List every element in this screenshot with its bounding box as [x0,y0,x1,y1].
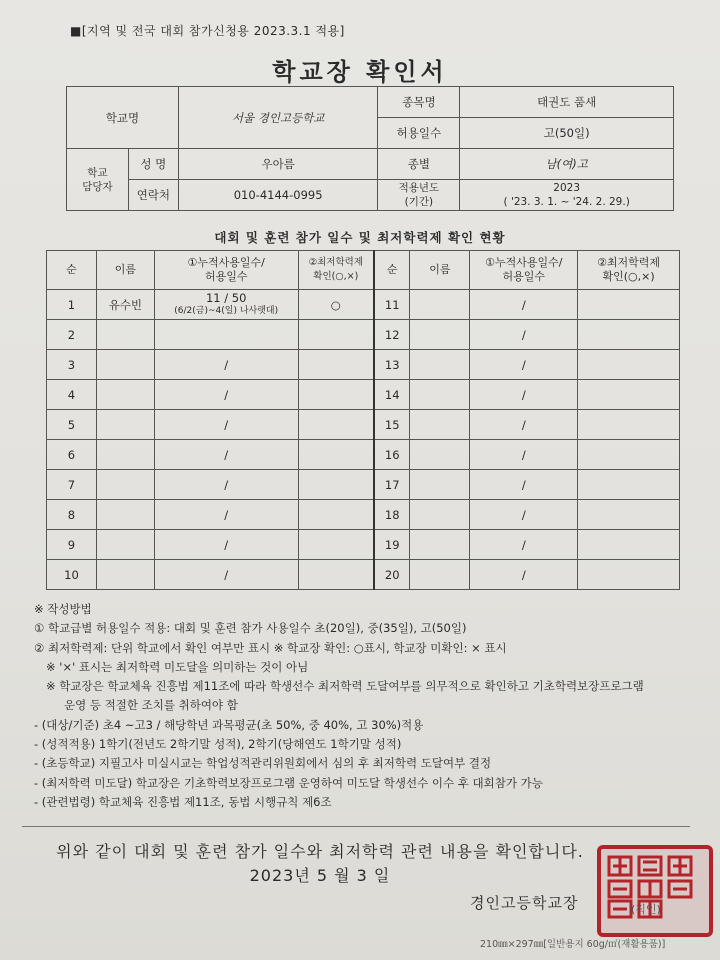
row-name: 유수빈 [96,290,154,320]
row-check [578,530,680,560]
row-name [410,440,470,470]
school-value: 서울 경인고등학교 [178,87,378,149]
row-name [410,530,470,560]
divider [22,826,690,827]
confirmation-statement [0,840,640,888]
allowed-days-value: 고(50일) [460,118,674,149]
row-no: 4 [47,380,97,410]
note-4b: 운영 등 적절한 조치를 취하여야 함 [64,698,238,713]
info-table [66,86,674,211]
row-name [96,500,154,530]
table-row [47,530,680,560]
table-row [47,470,680,500]
row-check: ○ [298,290,374,320]
year-value: 2023 [553,182,581,194]
document-title: 학교장 확인서 [272,58,448,86]
allowed-days-label: 허용일수 [378,118,460,149]
writing-instructions [34,600,644,812]
header-days: ①누적사용일수/ 허용일수 [154,251,298,290]
row-name [410,500,470,530]
header-name-2: 이름 [410,251,470,290]
table-row [47,320,680,350]
row-days: / [470,470,578,500]
row-name [96,350,154,380]
row-name [410,290,470,320]
school-label: 학교명 [67,87,179,149]
row-days: / [470,410,578,440]
row-no: 14 [374,380,410,410]
table-row [47,560,680,590]
row-check [578,320,680,350]
row-days: / [470,530,578,560]
row-no: 9 [47,530,97,560]
table-row [47,410,680,440]
row-name [96,410,154,440]
row-check [298,470,374,500]
row-name [96,560,154,590]
row-name [96,530,154,560]
row-name [410,350,470,380]
period-value: ( '23. 3. 1. ~ '24. 2. 29.) [503,196,630,208]
row-check [578,440,680,470]
contact-label: 연락처 [128,180,178,211]
row-days: / [154,500,298,530]
name-value: 우아름 [178,149,378,180]
row-days: / [470,560,578,590]
note-2: ② 최저학력제: 단위 학교에서 확인 여부만 표시 ※ 학교장 확인: ○표시, 학교장 미확인: × 표시 [34,640,507,655]
row-no: 10 [47,560,97,590]
event-value: 태권도 품새 [460,87,674,118]
row-days: / [154,560,298,590]
row-check [578,410,680,440]
header-days-2: ①누적사용일수/ 허용일수 [470,251,578,290]
header-check: ②최저학력제 확인(○,×) [298,251,374,290]
row-no: 6 [47,440,97,470]
row-no: 7 [47,470,97,500]
row-name [410,410,470,440]
row-days: / [154,410,298,440]
row-check [578,350,680,380]
official-seal [597,845,713,937]
row-days: / [154,380,298,410]
row-check [298,560,374,590]
table-row [47,440,680,470]
year-cell [460,180,674,211]
days-note: (6/2(금)~4(일) 나사랫대) [174,305,279,316]
table-row [47,380,680,410]
detail-3: - (초등학교) 지필고사 미실시교는 학업성적관리위원회에서 심의 후 최저학력 도달여부 결정 [34,756,492,771]
row-days [154,290,298,320]
detail-4: - (최저학력 미도달) 학교장은 기초학력보장프로그램 운영하여 미도달 학생선수 이수 후 대회참가 가능 [34,775,543,790]
row-days: / [470,320,578,350]
year-label: 적용년도 (기간) [378,180,460,211]
principal-signature: 경인고등학교장 [470,894,579,912]
row-days: / [470,500,578,530]
row-days: / [154,470,298,500]
row-check [578,290,680,320]
form-identifier: ■[지역 및 전국 대회 참가신청용 2023.3.1 적용] [70,24,345,38]
row-days: / [154,440,298,470]
seal-mark: (직인) [631,903,661,916]
header-check-2: ②최저학력제 확인(○,×) [578,251,680,290]
row-name [96,440,154,470]
row-days: / [470,440,578,470]
row-days: / [154,530,298,560]
row-check [298,440,374,470]
row-name [410,380,470,410]
header-name: 이름 [96,251,154,290]
participation-table [46,250,680,590]
row-no: 16 [374,440,410,470]
section-title: 대회 및 훈련 참가 일수 및 최저학력제 확인 현황 [214,230,506,245]
detail-1: - (대상/기준) 초4 ~고3 / 해당학년 과목평균(초 50%, 중 40%, 고 30%)적용 [34,717,424,732]
manager-label: 학교 담당자 [67,149,129,211]
event-label: 종목명 [378,87,460,118]
row-no: 8 [47,500,97,530]
row-no: 1 [47,290,97,320]
row-name [410,470,470,500]
note-3: ※ '×' 표시는 최저학력 미도달을 의미하는 것이 아님 [46,659,309,674]
row-check [578,380,680,410]
table-header-row [47,251,680,290]
row-name [96,320,154,350]
header-no: 순 [47,251,97,290]
gender-label: 종별 [378,149,460,180]
note-4a: ※ 학교장은 학교체육 진흥법 제11조에 따라 학생선수 최저학력 도달여부를 의무적으로 확인하고 기초학력보장프로그램 [46,679,644,694]
row-no: 15 [374,410,410,440]
row-days: / [154,350,298,380]
confirmation-date: 2023년 5 월 3 일 [249,866,391,885]
row-no: 2 [47,320,97,350]
row-name [410,560,470,590]
row-no: 18 [374,500,410,530]
note-1: ① 학교급별 허용일수 적용: 대회 및 훈련 참가 사용일수 초(20일), 중(35일), 고(50일) [34,621,467,636]
gender-value: 남(여)고 [460,149,674,180]
row-check [578,500,680,530]
row-name [96,470,154,500]
row-no: 11 [374,290,410,320]
row-days [154,320,298,350]
row-check [298,500,374,530]
row-no: 3 [47,350,97,380]
row-check [298,350,374,380]
days-value: 11 / 50 [205,290,247,305]
row-no: 19 [374,530,410,560]
row-no: 13 [374,350,410,380]
notes-heading: ※ 작성방법 [34,602,92,616]
row-check [298,320,374,350]
row-check [578,560,680,590]
row-no: 20 [374,560,410,590]
row-check [578,470,680,500]
row-name [410,320,470,350]
closing-text: 위와 같이 대회 및 훈련 참가 일수와 최저학력 관련 내용을 확인합니다. [56,842,584,861]
row-name [96,380,154,410]
table-row [47,290,680,320]
contact-value: 010-4144-0995 [178,180,378,211]
name-label: 성 명 [128,149,178,180]
row-check [298,530,374,560]
header-no-2: 순 [374,251,410,290]
table-row [47,350,680,380]
detail-2: - (성적적용) 1학기(전년도 2학기말 성적), 2학기(당해연도 1학기말 성적) [34,737,402,752]
row-no: 17 [374,470,410,500]
row-days: / [470,380,578,410]
row-days: / [470,290,578,320]
table-row [47,500,680,530]
row-no: 5 [47,410,97,440]
row-check [298,380,374,410]
paper-size: 210㎜×297㎜[일반용지 60g/㎡(재활용품)] [480,939,666,950]
row-no: 12 [374,320,410,350]
row-days: / [470,350,578,380]
detail-5: - (관련법령) 학교체육 진흥법 제11조, 동법 시행규칙 제6조 [34,794,332,809]
row-check [298,410,374,440]
